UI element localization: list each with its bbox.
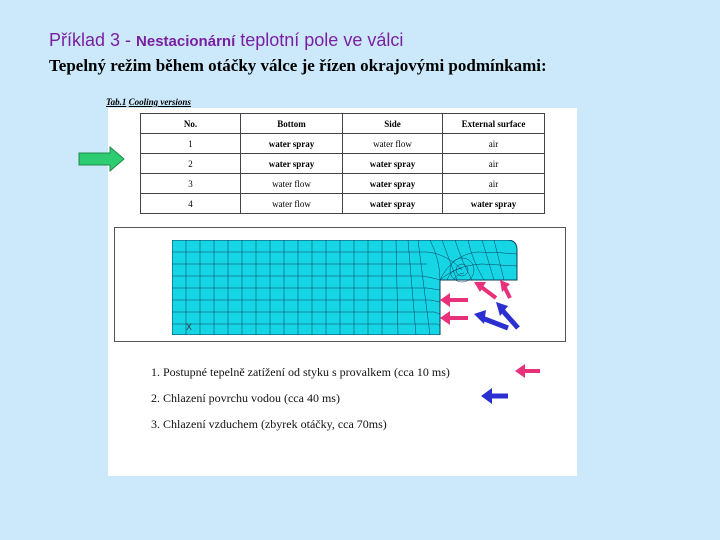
table-row <box>141 174 545 194</box>
boundary-arrows <box>438 280 568 338</box>
header-bottom: Bottom <box>241 114 343 134</box>
table-cell: 4 <box>141 194 241 214</box>
table-caption-text: Cooling versions <box>128 97 191 107</box>
table-cell: air <box>443 134 545 154</box>
blue-arrow-icon <box>480 387 510 405</box>
pink-arrow-icon <box>500 280 510 298</box>
header-external-surface: External surface <box>443 114 545 134</box>
table-cell: air <box>443 154 545 174</box>
title-prefix: Příklad 3 - <box>49 30 137 50</box>
table-caption-prefix: Tab.1 <box>106 97 127 107</box>
table-cell: water spray <box>343 174 443 194</box>
legend-item-2: 2. Chlazení povrchu vodou (cca 40 ms) <box>151 391 340 405</box>
table-cell: water spray <box>443 194 545 214</box>
table-cell: water spray <box>241 154 343 174</box>
title-rest: teplotní pole ve válci <box>235 30 404 50</box>
legend-item-3: 3. Chlazení vzduchem (zbyrek otáčky, cca 70ms) <box>151 417 387 431</box>
pink-arrow-icon <box>440 311 468 325</box>
legend-item-1: 1. Postupné tepelně zatížení od styku s provalkem (cca 10 ms) <box>151 365 450 379</box>
axis-label: X <box>186 322 193 332</box>
pink-arrow-icon <box>514 363 542 379</box>
table-cell: water flow <box>241 194 343 214</box>
slide-title <box>49 30 403 51</box>
table-cell: water spray <box>241 134 343 154</box>
header-side: Side <box>343 114 443 134</box>
table-row <box>141 134 545 154</box>
title-small: Nestacionární <box>136 33 236 50</box>
table-cell: water spray <box>343 154 443 174</box>
table-cell: water spray <box>343 194 443 214</box>
table-cell: air <box>443 174 545 194</box>
table-caption <box>106 97 191 107</box>
table-cell: 3 <box>141 174 241 194</box>
green-arrow-icon <box>78 146 126 172</box>
table-cell: water flow <box>343 134 443 154</box>
table-cell: water flow <box>241 174 343 194</box>
cooling-table <box>140 113 545 214</box>
table-header-row <box>141 114 545 134</box>
header-no: No. <box>141 114 241 134</box>
pink-arrow-icon <box>440 293 468 307</box>
pink-arrow-icon <box>474 282 496 298</box>
slide-subtitle: Tepelný režim během otáčky válce je řízen okrajovými podmínkami: <box>49 56 547 75</box>
table-row <box>141 154 545 174</box>
table-row <box>141 194 545 214</box>
table-cell: 2 <box>141 154 241 174</box>
table-cell: 1 <box>141 134 241 154</box>
